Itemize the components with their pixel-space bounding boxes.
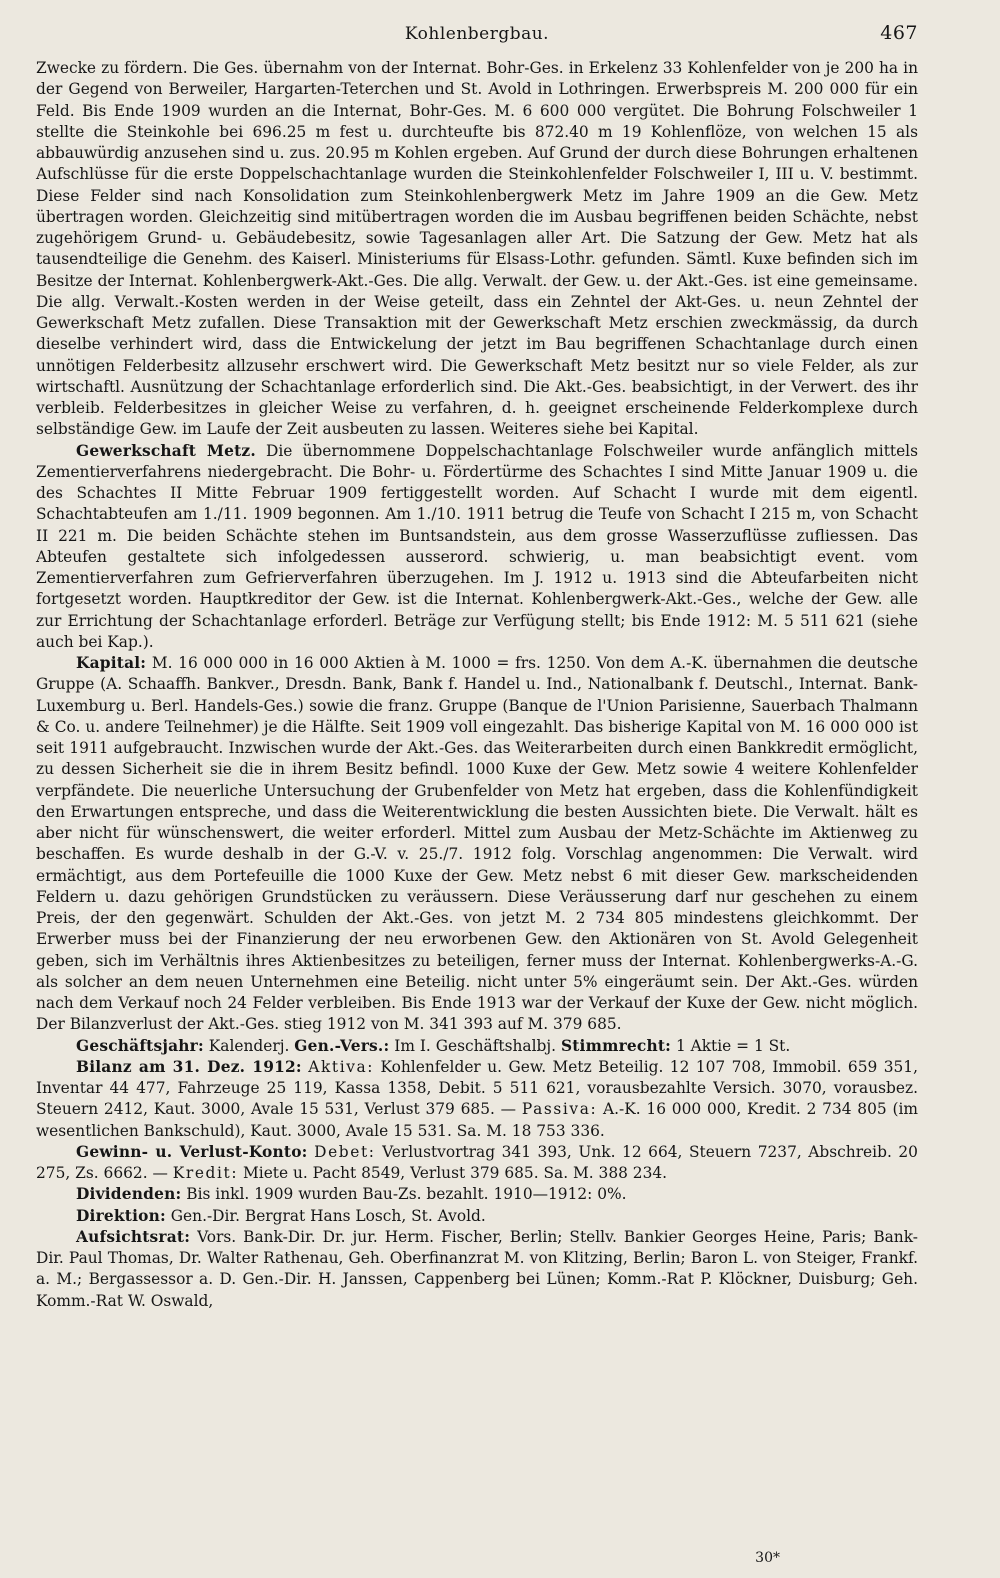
section-heading-direktion: Direktion: (76, 1206, 166, 1225)
label-debet: Debet: (314, 1142, 376, 1161)
section-heading-kapital: Kapital: (76, 654, 147, 672)
section-heading-dividenden: Dividenden: (76, 1185, 182, 1204)
page-number: 467 (880, 22, 918, 44)
section-heading-gewinn-verlust: Gewinn- u. Verlust-Konto: (76, 1142, 308, 1161)
section-heading-bilanz: Bilanz am 31. Dez. 1912: (76, 1057, 302, 1076)
section-heading-gewerkschaft: Gewerkschaft Metz. (76, 441, 256, 460)
paragraph-kapital: Kapital: M. 16 000 000 in 16 000 Aktien à M. 1000 = frs. 1250. Von dem A.-K. übernahmen die deutsche Gruppe (A. Schaaffh. Bankver., Dresdn. Bank, Bank f. Handel u. Ind., Nationalbank f. Deutschl., Internat. Bank-Luxemburg u. Berl. Handels-Ges.) sowie die franz. Gruppe (Banque de l'Union Parisienne, Sauerbach Thalmann & Co. u. andere Teilnehmer) je die Hälfte. Seit 1909 voll eingezahlt. Das bisherige Kapital von M. 16 000 000 ist seit 1911 aufgebraucht. Inzwischen wurde der Akt.-Ges. das Weiterarbeiten durch einen Bankkredit ermöglicht, zu dessen Sicherheit sie die in ihrem Besitz befindl. 1000 Kuxe der Gew. Metz sowie 4 weitere Kohlenfelder verpfändete. Die neuerliche Untersuchung der Grubenfelder von Metz hat ergeben, dass die Kohlenfündigkeit den Erwartungen entspreche, und dass die Weiterentwicklung die besten Aussichten biete. Die Verwalt. hält es aber nicht für wünschenswert, die weiter erforderl. Mittel zum Ausbau der Metz-Schächte im Aktienweg zu beschaffen. Es wurde deshalb in der G.-V. v. 25./7. 1912 folg. Vorschlag angenommen: Die Verwalt. wird ermächtigt, aus dem Portefeuille die 1000 Kuxe der Gew. Metz nebst 6 mit dieser Gew. markscheidenden Feldern u. dazu gehörigen Grundstücken zu veräussern. Diese Veräusserung darf nur geschehen zu einem Preis, der den gegenwärt. Schulden der Akt.-Ges. von jetzt M. 2 734 805 mindestens gleichkommt. Der Erwerber muss bei der Finanzierung der neu erworbenen Gew. den Aktionären von St. Avold Gelegenheit geben, sich im Verhältnis ihres Aktienbesitzes zu beteiligen, ferner muss der Internat. Kohlenbergwerks-A.-G. als solcher an dem neuen Unternehmen eine Beteilig. nicht unter 5% eingeräumt sein. Der Akt.-Ges. würden nach dem Verkauf noch 24 Felder verbleiben. Bis Ende 1913 war der Verkauf der Kuxe der Gew. nicht möglich. Der Bilanzverlust der Akt.-Ges. stieg 1912 von M. 341 393 auf M. 379 685. (36, 654, 918, 1034)
paragraph-dividenden: Dividenden: Bis inkl. 1909 wurden Bau-Zs. bezahlt. 1910—1912: 0%. (76, 1185, 627, 1204)
paragraph-aufsichtsrat: Aufsichtsrat: Vors. Bank-Dir. Dr. jur. Herm. Fischer, Berlin; Stellv. Bankier Georges Heine, Paris; Bank-Dir. Paul Thomas, Dr. Walter Rathenau, Geh. Oberfinanzrat M. von Klitzing, Berlin; Baron L. von Steiger, Frankf. a. M.; Bergassessor a. D. Gen.-Dir. H. Janssen, Cappenberg bei Lünen; Komm.-Rat P. Klöckner, Duisburg; Geh. Komm.-Rat W. Oswald, (36, 1227, 918, 1310)
running-title: Kohlenbergbau. (404, 24, 550, 44)
page-body (36, 58, 918, 1312)
label-passiva: Passiva: (521, 1100, 598, 1119)
paragraph-bilanz: Bilanz am 31. Dez. 1912: Aktiva: Kohlenfelder u. Gew. Metz Beteilig. 12 107 708, Immobil. 659 351, Inventar 44 477, Fahrzeuge 25 119, Kassa 1358, Debit. 5 511 621, vorausbezahlte Versich. 3070, vorausbez. Steuern 2412, Kaut. 3000, Avale 15 531, Verlust 379 685. — Passiva: A.-K. 16 000 000, Kredit. 2 734 805 (im wesentlichen Bankschuld), Kaut. 3000, Avale 15 531. Sa. M. 18 753 336. (36, 1057, 918, 1140)
section-heading-aufsichtsrat: Aufsichtsrat: (76, 1227, 191, 1246)
page-header (36, 18, 918, 58)
paragraph-geschaeftsjahr: Geschäftsjahr: Kalenderj. Gen.-Vers.: Im I. Geschäftshalbj. Stimmrecht: 1 Aktie = 1 St. (76, 1036, 791, 1055)
label-kredit: Kredit: (172, 1164, 239, 1182)
section-heading-gen-vers: Gen.-Vers.: (294, 1036, 390, 1055)
paragraph-gewinn-verlust: Gewinn- u. Verlust-Konto: Debet: Verlustvortrag 341 393, Unk. 12 664, Steuern 7237, Abschreib. 20 275, Zs. 6662. — Kredit: Miete u. Pacht 8549, Verlust 379 685. Sa. M. 388 234. (36, 1142, 918, 1182)
label-aktiva: Aktiva: (308, 1057, 375, 1076)
section-heading-geschaeftsjahr: Geschäftsjahr: (76, 1036, 204, 1055)
section-heading-stimmrecht: Stimmrecht: (560, 1036, 672, 1055)
paragraph-company-history: Zwecke zu fördern. Die Ges. übernahm von der Internat. Bohr-Ges. in Erkelenz 33 Kohlenfelder von je 200 ha in der Gegend von Berweiler, Hargarten-Teterchen und St. Avold in Lothringen. Erwerbspreis M. 200 000 für ein Feld. Bis Ende 1909 wurden an die Internat, Bohr-Ges. M. 6 600 000 vergütet. Die Bohrung Folschweiler 1 stellte die Steinkohle bei 696.25 m fest u. durchteufte bis 872.40 m 19 Kohlenflöze, von welchen 15 als abbauwürdig anzusehen sind u. zus. 20.95 m Kohlen ergeben. Auf Grund der durch diese Bohrungen erhaltenen Aufschlüsse für die erste Doppelschachtanlage wurden die Steinkohlenfelder Folschweiler I, III u. V. bestimmt. Diese Felder sind nach Konsolidation zum Steinkohlenbergwerk Metz im Jahre 1909 an die Gew. Metz übertragen worden. Gleichzeitig sind mitübertragen worden die im Ausbau begriffenen beiden Schächte, nebst zugehörigem Grund- u. Gebäudebesitz, sowie Tagesanlagen aller Art. Die Satzung der Gew. Metz hat als tausendteilige die Genehm. des Kaiserl. Ministeriums für Elsass-Lothr. gefunden. Sämtl. Kuxe befinden sich im Besitze der Internat. Kohlenbergwerk-Akt.-Ges. Die allg. Verwalt. der Gew. u. der Akt.-Ges. ist eine gemeinsame. Die allg. Verwalt.-Kosten werden in der Weise geteilt, dass ein Zehntel der Akt-Ges. u. neun Zehntel der Gewerkschaft Metz zufallen. Diese Transaktion mit der Gewerkschaft Metz erschien zweckmässig, da durch dieselbe verhindert wird, dass die Entwickelung der jetzt im Bau begriffenen Schachtanlage durch einen unnötigen Felderbesitz allzusehr erschwert wird. Die Gewerkschaft Metz besitzt nur so viele Felder, als zur wirtschaftl. Ausnützung der Schachtanlage erforderlich sind. Die Akt.-Ges. beabsichtigt, in der Verwert. des ihr verbleib. Felderbesitzes in gleicher Weise zu verfahren, d. h. geeignet erscheinende Felderkomplexe durch selbständige Gew. im Laufe der Zeit ausbeuten zu lassen. Weiteres siehe bei Kapital. (36, 59, 918, 439)
paragraph-direktion: Direktion: Gen.-Dir. Bergrat Hans Losch, St. Avold. (76, 1206, 486, 1225)
paragraph-gewerkschaft-metz: Gewerkschaft Metz. Die übernommene Doppelschachtanlage Folschweiler wurde anfänglich mittels Zementierverfahrens niedergebracht. Die Bohr- u. Fördertürme des Schachtes I sind Mitte Januar 1909 u. die des Schachtes II Mitte Februar 1909 fertiggestellt worden. Auf Schacht I wurde mit dem eigentl. Schachtabteufen am 1./11. 1909 begonnen. Am 1./10. 1911 betrug die Teufe von Schacht I 215 m, von Schacht II 221 m. Die beiden Schächte stehen im Buntsandstein, aus dem grosse Wasserzuflüsse zufliessen. Das Abteufen gestaltete sich infolgedessen ausserord. schwierig, u. man beabsichtigt event. vom Zementierverfahren zum Gefrierverfahren überzugehen. Im J. 1912 u. 1913 sind die Abteufarbeiten nicht fortgesetzt worden. Hauptkreditor der Gew. ist die Internat. Kohlenbergwerk-Akt.-Ges., welche der Gew. alle zur Errichtung der Schachtanlage erforderl. Beträge zur Verfügung stellt; bis Ende 1912: M. 5 511 621 (siehe auch bei Kap.). (36, 441, 919, 651)
sheet-signature-mark: 30* (755, 1550, 780, 1566)
